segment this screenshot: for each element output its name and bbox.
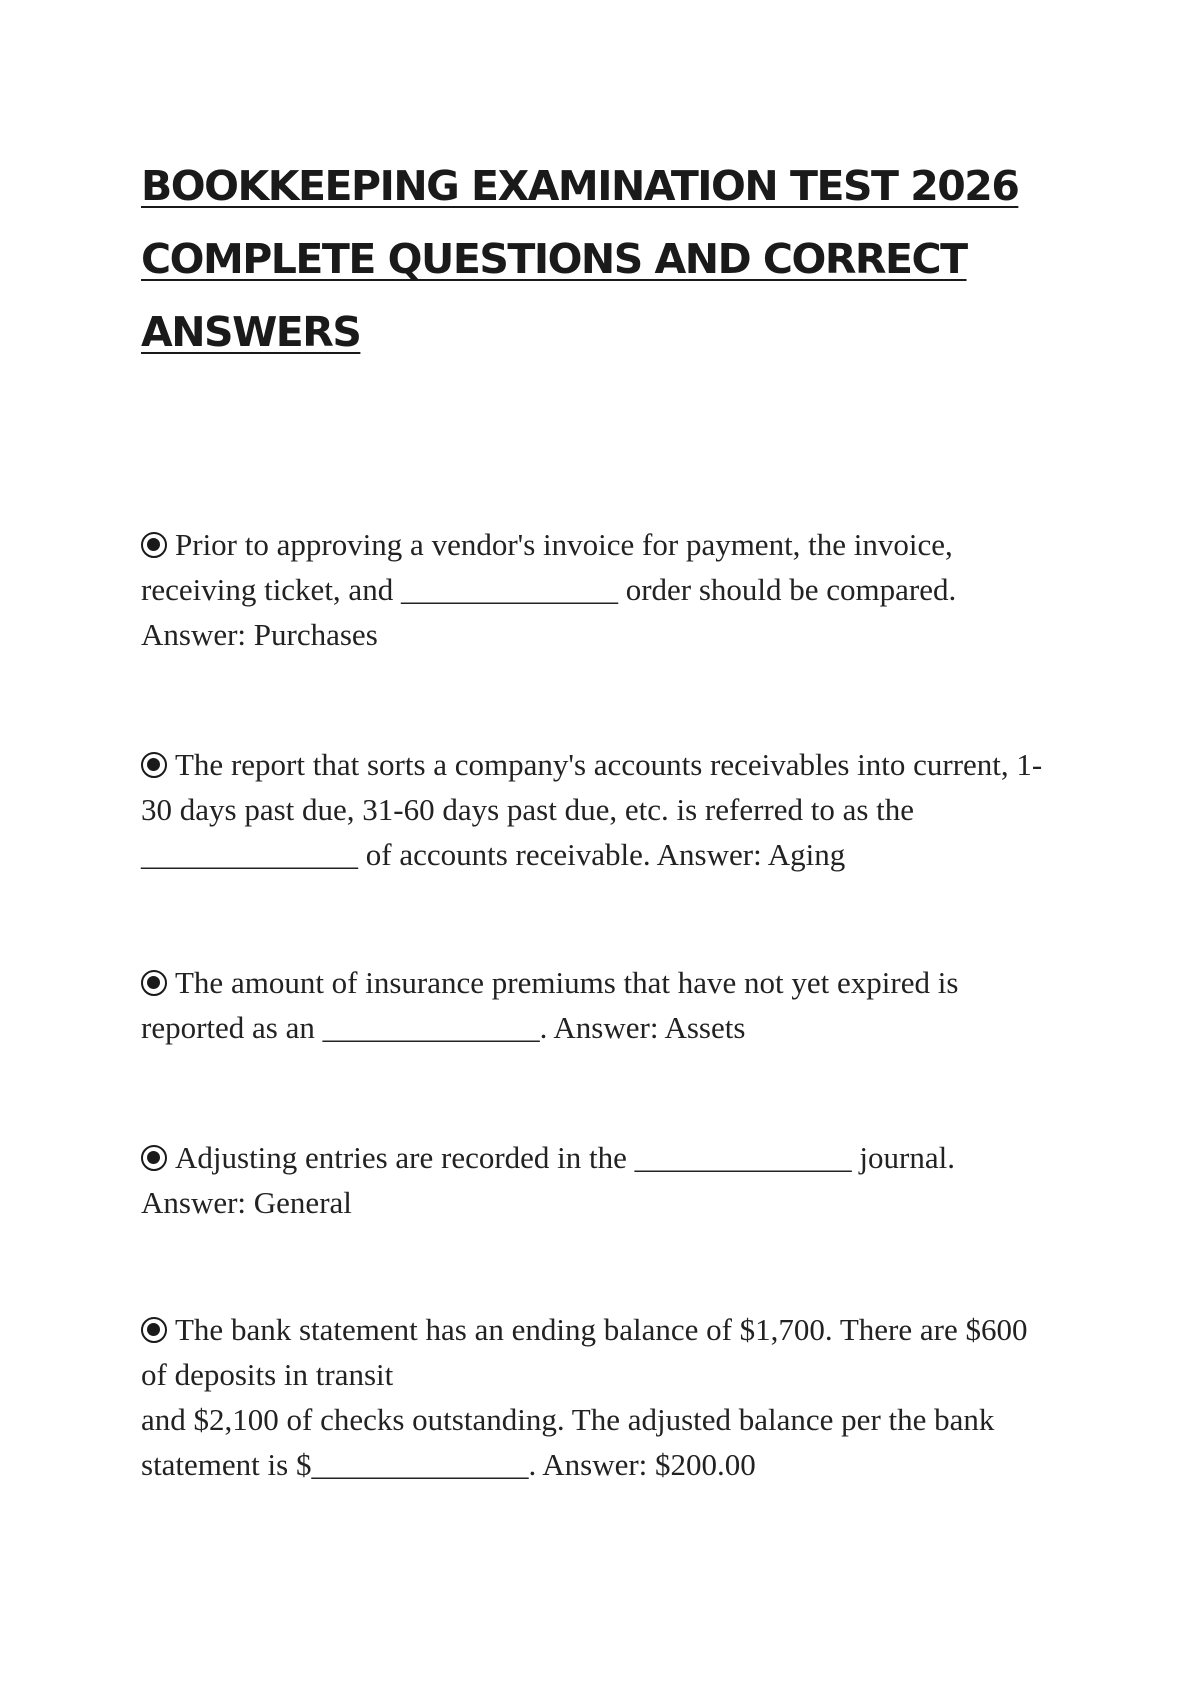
question-3-line-1: The amount of insurance premiums that have not yet expired is [175,965,959,1000]
question-5-line-1: The bank statement has an ending balance of $1,700. There are $600 [175,1312,1028,1347]
question-5-answer: statement is $______________. Answer: $200.00 [141,1447,756,1482]
radio-bullet-icon [141,1317,167,1343]
question-3-answer: reported as an ______________. Answer: Assets [141,1010,746,1045]
radio-bullet-icon [141,752,167,778]
document-title [141,150,1101,369]
title-line-2: COMPLETE QUESTIONS AND CORRECT [141,235,967,283]
question-5 [141,1307,1101,1487]
question-2 [141,742,1101,877]
question-3 [141,960,1101,1050]
question-1-line-1: Prior to approving a vendor's invoice for payment, the invoice, [175,527,953,562]
question-4 [141,1135,1101,1225]
title-line-3: ANSWERS [141,308,361,356]
question-4-line-1: Adjusting entries are recorded in the ______________ journal. [175,1140,955,1175]
radio-bullet-icon [141,970,167,996]
question-5-line-3: and $2,100 of checks outstanding. The adjusted balance per the bank [141,1402,995,1437]
question-1-line-2: receiving ticket, and ______________ order should be compared. [141,572,957,607]
question-2-line-1: The report that sorts a company's accounts receivables into current, 1- [175,747,1043,782]
radio-bullet-icon [141,532,167,558]
question-2-line-2: 30 days past due, 31-60 days past due, etc. is referred to as the [141,792,915,827]
question-1 [141,522,1101,657]
title-line-1: BOOKKEEPING EXAMINATION TEST 2026 [141,162,1019,210]
question-1-answer: Answer: Purchases [141,617,378,652]
question-2-answer: ______________ of accounts receivable. Answer: Aging [141,837,846,872]
question-4-answer: Answer: General [141,1185,352,1220]
question-5-line-2: of deposits in transit [141,1357,394,1392]
radio-bullet-icon [141,1145,167,1171]
